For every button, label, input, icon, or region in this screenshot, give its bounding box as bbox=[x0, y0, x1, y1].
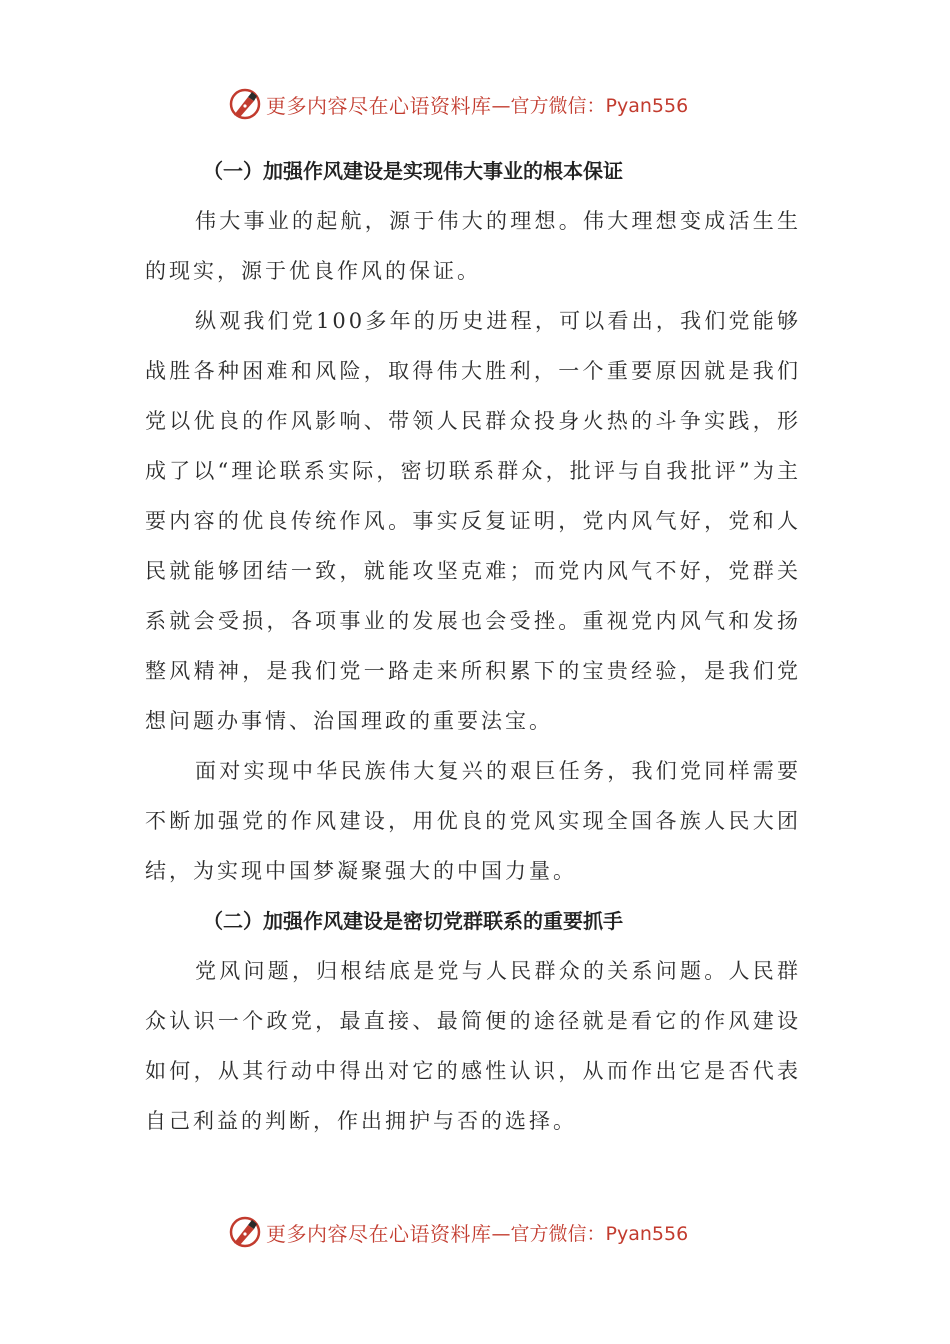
paragraph: 伟大事业的起航，源于伟大的理想。伟大理想变成活生生的现实，源于优良作风的保证。 bbox=[145, 209, 801, 283]
section-heading-2: （二）加强作风建设是密切党群联系的重要抓手 bbox=[203, 909, 623, 933]
pen-nib-circle-icon bbox=[228, 87, 262, 121]
section-heading-1: （一）加强作风建设是实现伟大事业的根本保证 bbox=[203, 159, 623, 183]
paragraph: 面对实现中华民族伟大复兴的艰巨任务，我们党同样需要不断加强党的作风建设，用优良的党风实现全国各族人民大团结，为实现中国梦凝聚强大的中国力量。 bbox=[145, 759, 801, 883]
banner-brand-text: 更多内容尽在心语资料库 bbox=[266, 93, 492, 118]
banner-wechat-text: —官方微信：Pyan556 bbox=[491, 1222, 689, 1245]
paragraph: 党风问题，归根结底是党与人民群众的关系问题。人民群众认识一个政党，最直接、最简便的途径就是看它的作风建设如何，从其行动中得出对它的感性认识，从而作出它是否代表自己利益的判断，作出拥护与否的选择。 bbox=[145, 959, 801, 1133]
pen-nib-circle-icon bbox=[228, 1215, 262, 1249]
banner-wechat-text: —官方微信：Pyan556 bbox=[491, 94, 689, 117]
header-banner bbox=[228, 84, 748, 124]
paragraph: 纵观我们党100多年的历史进程，可以看出，我们党能够战胜各种困难和风险，取得伟大胜利，一个重要原因就是我们党以优良的作风影响、带领人民群众投身火热的斗争实践，形成了以“理论联系实际，密切联系群众，批评与自我批评”为主要内容的优良传统作风。事实反复证明，党内风气好，党和人民就能够团结一致，就能攻坚克难；而党内风气不好，党群关系就会受损，各项事业的发展也会受挫。重视党内风气和发扬整风精神，是我们党一路走来所积累下的宝贵经验，是我们党想问题办事情、治国理政的重要法宝。 bbox=[145, 309, 801, 733]
document-body bbox=[145, 146, 801, 1146]
footer-banner bbox=[228, 1212, 748, 1252]
banner-brand-text: 更多内容尽在心语资料库 bbox=[266, 1221, 492, 1246]
